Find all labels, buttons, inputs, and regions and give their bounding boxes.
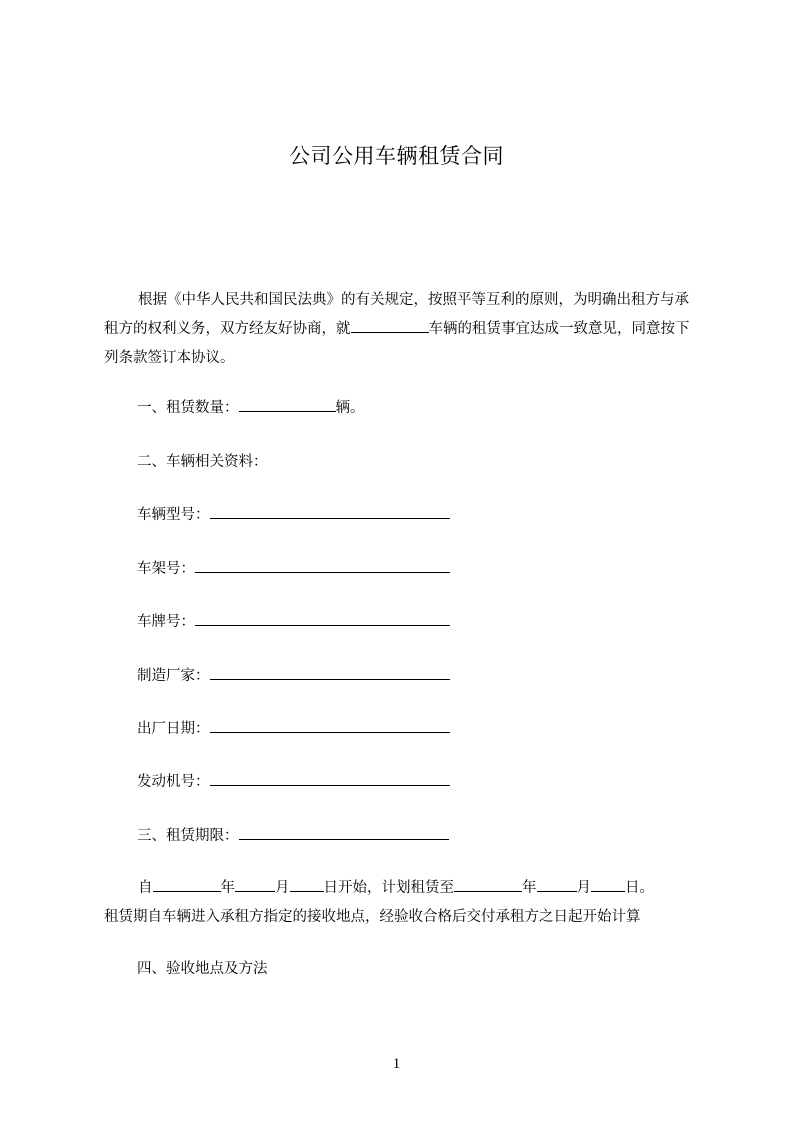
period-year2: 年	[522, 880, 537, 896]
plate-number-label: 车牌号：	[137, 614, 195, 630]
intro-text-part1: 根据《中华人民共和国民法典》的有关规定，按照平等互利的原则，为明确出租方与承租方的权利义务，双方经友好协商，就	[104, 292, 689, 337]
section-vehicle-info	[137, 451, 268, 473]
period-from: 自	[138, 880, 153, 896]
field-plate-number	[137, 611, 450, 633]
vehicle-model-label: 车辆型号：	[137, 507, 210, 523]
production-date-blank[interactable]	[210, 718, 450, 733]
end-day-blank[interactable]	[591, 877, 625, 892]
engine-number-label: 发动机号：	[137, 774, 210, 790]
vehicle-blank[interactable]	[351, 318, 429, 333]
manufacturer-label: 制造厂家：	[137, 668, 210, 684]
rental-quantity-suffix: 辆。	[335, 400, 365, 416]
acceptance-label: 四、验收地点及方法	[137, 961, 268, 977]
period-description: 租赁期自车辆进入承租方指定的接收地点，经验收合格后交付承租方之日起开始计算	[104, 909, 641, 925]
period-day2: 日。	[625, 880, 654, 896]
period-dates-line	[104, 874, 704, 903]
end-month-blank[interactable]	[537, 877, 577, 892]
document-title: 公司公用车辆租赁合同	[289, 144, 504, 168]
field-vehicle-model	[137, 504, 450, 526]
start-day-blank[interactable]	[290, 877, 324, 892]
page-number: 1	[392, 1056, 401, 1072]
end-year-blank[interactable]	[454, 877, 522, 892]
vehicle-info-label: 二、车辆相关资料：	[137, 454, 268, 470]
plate-number-blank[interactable]	[195, 611, 450, 626]
start-month-blank[interactable]	[235, 877, 275, 892]
frame-number-label: 车架号：	[137, 561, 195, 577]
manufacturer-blank[interactable]	[210, 665, 450, 680]
vehicle-model-blank[interactable]	[210, 504, 450, 519]
rental-period-label: 三、租赁期限：	[137, 828, 239, 844]
period-description-line	[104, 903, 704, 932]
production-date-label: 出厂日期：	[137, 721, 210, 737]
section-acceptance	[137, 958, 268, 980]
section-rental-quantity	[137, 397, 365, 419]
period-month2: 月	[576, 880, 591, 896]
section-rental-period	[137, 825, 449, 847]
field-engine-number	[137, 771, 450, 793]
rental-quantity-label: 一、租赁数量：	[137, 400, 239, 416]
rental-period-blank[interactable]	[239, 825, 449, 840]
field-production-date	[137, 718, 450, 740]
intro-text-part2: 车辆的租赁事宜达成一致意见，同意按下列条款签订本协议。	[104, 321, 690, 366]
field-manufacturer	[137, 665, 450, 687]
period-year1: 年	[220, 880, 235, 896]
intro-paragraph	[104, 286, 700, 373]
frame-number-blank[interactable]	[195, 558, 450, 573]
engine-number-blank[interactable]	[210, 771, 450, 786]
period-month1: 月	[275, 880, 290, 896]
period-day1-start: 日开始，计划租赁至	[323, 880, 454, 896]
field-frame-number	[137, 558, 450, 580]
start-year-blank[interactable]	[153, 877, 221, 892]
rental-quantity-blank[interactable]	[239, 397, 336, 412]
